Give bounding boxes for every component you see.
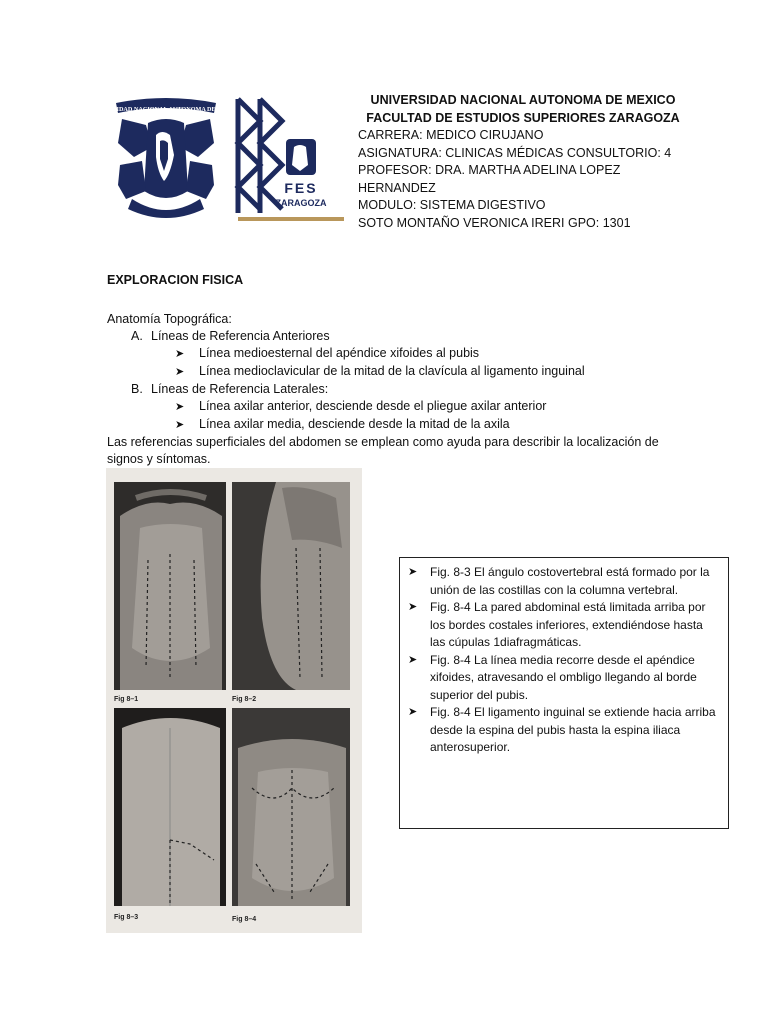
list-item-text: Línea medioclavicular de la mitad de la clavícula al ligamento inguinal bbox=[199, 364, 585, 378]
fes-gold-bar bbox=[238, 217, 344, 221]
career-line: CARRERA: MEDICO CIRUJANO bbox=[358, 128, 544, 142]
anatomy-figures-photo bbox=[106, 468, 362, 933]
list-item bbox=[408, 599, 718, 652]
arrow-bullet-icon: ➤ bbox=[175, 401, 185, 413]
figure-8-4 bbox=[232, 708, 350, 906]
arrow-bullet-icon: ➤ bbox=[408, 566, 418, 578]
list-item bbox=[408, 704, 718, 757]
fes-text: FES bbox=[284, 180, 318, 196]
figure-label: Fig 8–3 bbox=[114, 914, 139, 921]
group-a-heading bbox=[107, 328, 687, 345]
figure-note-text: Fig. 8-3 El ángulo costovertebral está formado por la unión de las costillas con la columna vertebral. bbox=[430, 565, 710, 597]
figure-8-2 bbox=[232, 482, 350, 690]
section-title: EXPLORACION FISICA bbox=[107, 273, 244, 287]
figure-note-text: Fig. 8-4 La línea media recorre desde el apéndice xifoides, atravesando el ombligo llegando al borde superior del pubis. bbox=[430, 652, 697, 702]
group-b-title: Líneas de Referencia Laterales: bbox=[151, 382, 329, 396]
document-header bbox=[358, 92, 688, 232]
list-item-text: Línea axilar anterior, desciende desde el pliegue axilar anterior bbox=[199, 399, 547, 413]
list-item bbox=[107, 363, 687, 381]
list-item bbox=[107, 345, 687, 363]
student-line: SOTO MONTAÑO VERONICA IRERI GPO: 1301 bbox=[358, 215, 631, 230]
professor-line-2: HERNANDEZ bbox=[358, 180, 436, 195]
anatomy-paragraph: Las referencias superficiales del abdomen se emplean como ayuda para describir la localización de signos y síntomas. bbox=[107, 435, 659, 466]
professor-line-1: PROFESOR: DRA. MARTHA ADELINA LOPEZ bbox=[358, 163, 621, 177]
faculty-name: FACULTAD DE ESTUDIOS SUPERIORES ZARAGOZA bbox=[366, 110, 680, 125]
zaragoza-text: ZARAGOZA bbox=[275, 198, 327, 208]
list-item bbox=[408, 652, 718, 705]
figure-note-text: Fig. 8-4 El ligamento inguinal se extiende hacia arriba desde la espina del pubis hasta la espina iliaca anterosuperior. bbox=[430, 705, 716, 754]
fes-zaragoza-logo bbox=[232, 95, 344, 225]
figure-8-1 bbox=[114, 482, 226, 690]
figure-8-3 bbox=[114, 708, 226, 906]
university-name: UNIVERSIDAD NACIONAL AUTONOMA DE MEXICO bbox=[370, 93, 676, 107]
subject-line: ASIGNATURA: CLINICAS MÉDICAS CONSULTORIO: 4 bbox=[358, 145, 672, 160]
arrow-bullet-icon: ➤ bbox=[175, 366, 185, 378]
figure-notes-box bbox=[399, 557, 729, 829]
arrow-bullet-icon: ➤ bbox=[175, 348, 185, 360]
arrow-bullet-icon: ➤ bbox=[408, 653, 418, 666]
group-a-title: Líneas de Referencia Anteriores bbox=[151, 329, 330, 343]
anatomy-section bbox=[107, 311, 687, 468]
unam-logo-text: UNIVERSIDAD NACIONAL AUTONOMA DE MEXICO bbox=[88, 106, 244, 113]
figure-label: Fig 8–4 bbox=[232, 916, 257, 923]
module-line: MODULO: SISTEMA DIGESTIVO bbox=[358, 198, 546, 212]
list-item bbox=[408, 564, 718, 599]
anatomy-intro: Anatomía Topográfica: bbox=[107, 312, 232, 326]
list-item-text: Línea axilar media, desciende desde la mitad de la axila bbox=[199, 417, 510, 431]
group-b-letter: B. bbox=[131, 382, 143, 396]
group-b-heading bbox=[107, 381, 687, 398]
figure-label: Fig 8–1 bbox=[114, 696, 139, 703]
figure-label: Fig 8–2 bbox=[232, 696, 257, 703]
list-item bbox=[107, 416, 687, 434]
arrow-bullet-icon: ➤ bbox=[175, 419, 185, 431]
group-a-letter: A. bbox=[131, 329, 143, 343]
list-item bbox=[107, 398, 687, 416]
unam-logo bbox=[88, 95, 244, 223]
list-item-text: Línea medioesternal del apéndice xifoides al pubis bbox=[199, 346, 480, 360]
figure-note-text: Fig. 8-4 La pared abdominal está limitada arriba por los bordes costales inferiores, extendiéndose hasta las cúpulas 1diafragmáticas. bbox=[430, 600, 706, 649]
arrow-bullet-icon: ➤ bbox=[408, 601, 418, 613]
arrow-bullet-icon: ➤ bbox=[408, 706, 418, 718]
